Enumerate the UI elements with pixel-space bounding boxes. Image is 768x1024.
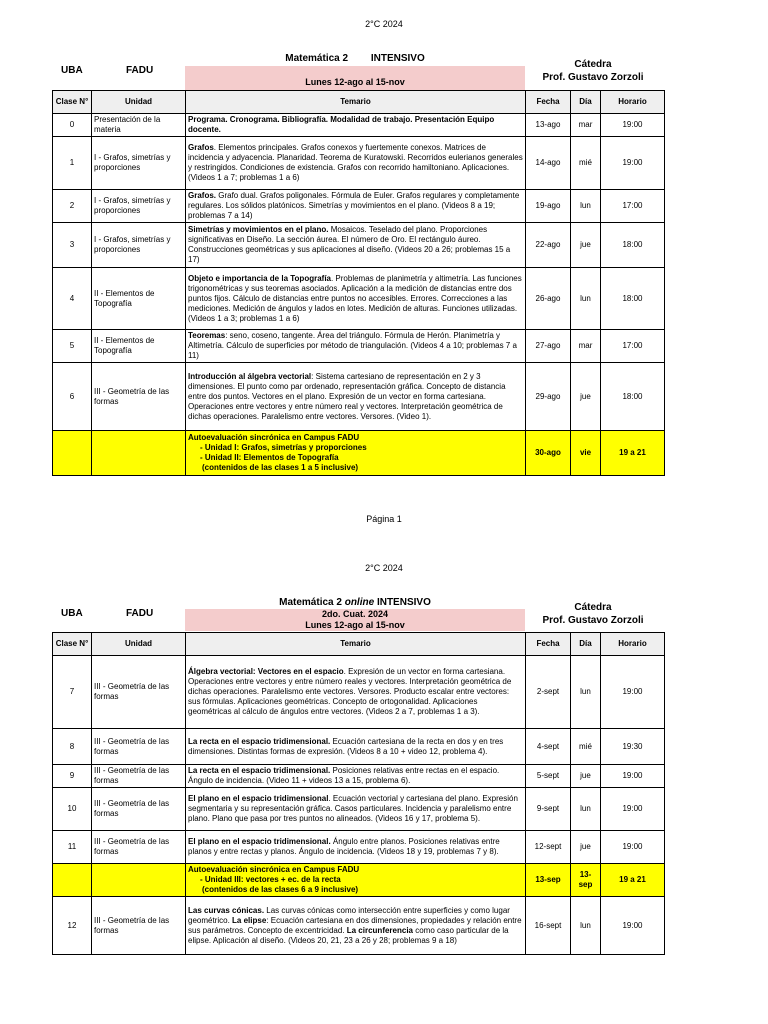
page-footer: Página 1 — [366, 514, 402, 524]
cell-dia: lun — [571, 788, 601, 831]
cell-clase: 0 — [53, 114, 92, 137]
table-row — [53, 114, 665, 137]
cell-fecha: 13-ago — [526, 114, 571, 137]
period-text: Lunes 12-ago al 15-nov — [305, 77, 405, 87]
cell-clase: 4 — [53, 268, 92, 330]
cell-unidad: III - Geometría de las formas — [92, 788, 186, 831]
period-bar-2 — [185, 609, 525, 631]
cell-unidad: II - Elementos de Topografía — [92, 330, 186, 363]
fadu-label-2: FADU — [126, 608, 154, 619]
cell-dia: mié — [571, 729, 601, 765]
cell-dia: lun — [571, 897, 601, 955]
cell-unidad: III - Geometría de las formas — [92, 831, 186, 864]
cell-unidad: I - Grafos, simetrías y proporciones — [92, 137, 186, 190]
cell-temario: Álgebra vectorial: Vectores en el espacio. Expresión de un vector en forma cartesiana. Operaciones entre vectores y entre número reales y vectores. Interpretación geométrica de dichas operaciones. Paralelismo ente vectores. Versores. Producto escalar entre vectores: sus fórmulas. Aplicaciones geométricas. Concepto de ortogonalidad. Aplicaciones geométricas al cálculo de ángulos entre vectores. (Videos 2 a 7, problemas 1 a 3). — [186, 656, 526, 729]
cell-temario: Programa. Cronograma. Bibliografía. Modalidad de trabajo. Presentación Equipo docente. — [186, 114, 526, 137]
course-title — [185, 53, 525, 64]
semester-text: 2do. Cuat. 2024 — [321, 609, 389, 619]
cell-clase: 1 — [53, 137, 92, 190]
page-header-2: 2°C 2024 — [365, 563, 403, 573]
cell-fecha: 13-sep — [526, 864, 571, 897]
col-horario: Horario — [601, 91, 665, 114]
table-row — [53, 190, 665, 223]
cell-horario: 19:00 — [601, 831, 665, 864]
cell-clase: 8 — [53, 729, 92, 765]
cell-dia: lun — [571, 190, 601, 223]
schedule-table-1 — [52, 90, 665, 476]
cell-fecha: 4-sept — [526, 729, 571, 765]
col-fecha: Fecha — [526, 91, 571, 114]
table-row — [53, 137, 665, 190]
cell-horario: 19:00 — [601, 897, 665, 955]
cell-temario: Objeto e importancia de la Topografía. Problemas de planimetría y altimetría. Las funciones trigonométricas y sus teoremas asociados. Aplicación a la medición de distancias entre dos puntos fijos. Cálculo de distancias entre puntos no accesibles. Errores. Correcciones a las mediciones. Medición de ángulos y lados en lotes. Medición de alturas. Funciones utilizadas. (Videos 1 a 3; problemas 1 a 6) — [186, 268, 526, 330]
cell-dia: mié — [571, 137, 601, 190]
table-row — [53, 223, 665, 268]
fadu-label: FADU — [126, 65, 154, 76]
cell-temario: Introducción al álgebra vectorial: Sistema cartesiano de representación en 2 y 3 dimensiones. El punto como par ordenado, representación gráfica. Concepto de distancia entre dos puntos. Vectores en el plano. Expresión de un vector en forma cartesiana. Operaciones entre vectores y entre número real y vectores. Interpretación geométrica de dichas operaciones. Paralelismo entre vectores. Versores. (Video 1). — [186, 363, 526, 431]
col-unidad: Unidad — [92, 91, 186, 114]
cell-fecha: 14-ago — [526, 137, 571, 190]
cell-fecha: 9-sept — [526, 788, 571, 831]
table-header-row — [53, 633, 665, 656]
cell-fecha: 12-sept — [526, 831, 571, 864]
cell-horario: 18:00 — [601, 268, 665, 330]
cell-clase: 10 — [53, 788, 92, 831]
cell-clase: 12 — [53, 897, 92, 955]
cell-dia: jue — [571, 363, 601, 431]
table-row — [53, 788, 665, 831]
table-row — [53, 330, 665, 363]
cell-clase: 5 — [53, 330, 92, 363]
cell-dia: lun — [571, 656, 601, 729]
autoevaluacion-text-2: Autoevaluación sincrónica en Campus FADU - Unidad III: vectores + ec. de la recta (contenidos de las clases 6 a 9 inclusive) — [186, 864, 526, 897]
table-row-12 — [53, 897, 665, 955]
col-dia: Día — [571, 633, 601, 656]
cell-clase: 9 — [53, 765, 92, 788]
cell-temario: El plano en el espacio tridimensional. Ángulo entre planos. Posiciones relativas entre planos y entre rectas y planos. Ángulo de incidencia. (Videos 18 y 19, problemas 7 y 8). — [186, 831, 526, 864]
cell-temario: Grafos. Elementos principales. Grafos conexos y fuertemente conexos. Matrices de incidencia y adyacencia. Planaridad. Teorema de Kuratowski. Recorridos eulerianos generales y restringidos. Condiciones de existencia. Grafos con recorrido hamiltoniano. Aplicaciones. (Videos 1 a 7; problemas 1 a 6) — [186, 137, 526, 190]
col-dia: Día — [571, 91, 601, 114]
cell-clase: 7 — [53, 656, 92, 729]
autoevaluacion-text: Autoevaluación sincrónica en Campus FADU - Unidad I: Grafos, simetrías y proporciones - Unidad II: Elementos de Topografía (contenidos de las clases 1 a 5 inclusive) — [186, 431, 526, 476]
cell-unidad: III - Geometría de las formas — [92, 765, 186, 788]
cell-horario: 19 a 21 — [601, 431, 665, 476]
cell-dia: jue — [571, 765, 601, 788]
catedra-label: Cátedra — [574, 59, 612, 70]
cell-fecha: 22-ago — [526, 223, 571, 268]
course-title-2: Matemática 2 online INTENSIVO — [279, 597, 431, 608]
table-header-row — [53, 91, 665, 114]
cell-temario: Grafos. Grafo dual. Grafos poligonales. Fórmula de Euler. Grafos regulares y completamente regulares. Los sólidos platónicos. Simetrías y movimientos en el plano. (Videos 8 a 19; problemas 7 a 14) — [186, 190, 526, 223]
uba-label-2: UBA — [61, 608, 83, 619]
catedra-label-2: Cátedra — [574, 602, 612, 613]
cell-horario: 19:00 — [601, 656, 665, 729]
cell-horario: 19 a 21 — [601, 864, 665, 897]
cell-temario: Simetrías y movimientos en el plano. Mosaicos. Teselado del plano. Proporciones significativas en Diseño. La sección áurea. El número de Oro. El rectángulo áureo. Construcciones geométricas y sus aplicaciones al diseño. (Videos 20 a 26; problemas 15 a 17) — [186, 223, 526, 268]
cell-unidad: Presentación de la materia — [92, 114, 186, 137]
col-fecha: Fecha — [526, 633, 571, 656]
cell-fecha: 19-ago — [526, 190, 571, 223]
cell-dia: mar — [571, 330, 601, 363]
cell-horario: 18:00 — [601, 223, 665, 268]
cell-temario: La recta en el espacio tridimensional. Ecuación cartesiana de la recta en dos y en tres dimensiones. Distintas formas de expresión. (Videos 8 a 10 + video 12, problema 4). — [186, 729, 526, 765]
cell-fecha: 5-sept — [526, 765, 571, 788]
course-mode: INTENSIVO — [370, 53, 425, 64]
cell-dia: mar — [571, 114, 601, 137]
cell-unidad: I - Grafos, simetrías y proporciones — [92, 190, 186, 223]
period-bar — [185, 66, 525, 90]
col-clase: Clase N° — [53, 633, 92, 656]
cell-unidad: III - Geometría de las formas — [92, 363, 186, 431]
cell-horario: 19:00 — [601, 137, 665, 190]
cell-horario: 19:30 — [601, 729, 665, 765]
cell-clase: 3 — [53, 223, 92, 268]
table-row — [53, 831, 665, 864]
autoevaluacion-row-2 — [53, 864, 665, 897]
cell-temario: La recta en el espacio tridimensional. Posiciones relativas entre rectas en el espacio. Ángulo de incidencia. (Video 11 + videos 13 a 15, problema 6). — [186, 765, 526, 788]
cell-clase: 11 — [53, 831, 92, 864]
page-header: 2°C 2024 — [365, 19, 403, 29]
cell-horario: 19:00 — [601, 765, 665, 788]
cell-horario: 19:00 — [601, 788, 665, 831]
course-name: Matemática 2 — [285, 53, 349, 64]
cell-clase: 2 — [53, 190, 92, 223]
schedule-table-2 — [52, 632, 665, 955]
cell-fecha: 30-ago — [526, 431, 571, 476]
col-temario: Temario — [186, 633, 526, 656]
cell-temario: El plano en el espacio tridimensional. Ecuación vectorial y cartesiana del plano. Expresión segmentaria y su representación gráfica. Casos particulares. Incidencia y paralelismo entre plano. Plano que pasa por tres puntos no alineados. (Videos 16 y 17, problema 5). — [186, 788, 526, 831]
cell-fecha: 29-ago — [526, 363, 571, 431]
period-text-2: Lunes 12-ago al 15-nov — [305, 620, 405, 630]
cell-horario: 19:00 — [601, 114, 665, 137]
catedra-block — [528, 58, 658, 84]
cell-horario: 17:00 — [601, 330, 665, 363]
cell-temario: Teoremas: seno, coseno, tangente. Área del triángulo. Fórmula de Herón. Planimetría y Altimetría. Cálculo de superficies por método de triangulación. (Videos 4 a 10; problemas 7 a 11) — [186, 330, 526, 363]
cell-unidad: III - Geometría de las formas — [92, 729, 186, 765]
cell-fecha: 2-sept — [526, 656, 571, 729]
professor-name-2: Prof. Gustavo Zorzoli — [542, 615, 644, 626]
cell-fecha: 27-ago — [526, 330, 571, 363]
cell-fecha: 16-sept — [526, 897, 571, 955]
uba-label: UBA — [61, 65, 83, 76]
col-unidad: Unidad — [92, 633, 186, 656]
col-horario: Horario — [601, 633, 665, 656]
professor-name: Prof. Gustavo Zorzoli — [542, 72, 644, 83]
cell-unidad: II - Elementos de Topografía — [92, 268, 186, 330]
cell-dia: 13-sep — [571, 864, 601, 897]
cell-dia: lun — [571, 268, 601, 330]
col-clase: Clase N° — [53, 91, 92, 114]
cell-fecha: 26-ago — [526, 268, 571, 330]
cell-horario: 18:00 — [601, 363, 665, 431]
table-row — [53, 363, 665, 431]
cell-unidad: III - Geometría de las formas — [92, 897, 186, 955]
cell-horario: 17:00 — [601, 190, 665, 223]
cell-unidad: III - Geometría de las formas — [92, 656, 186, 729]
cell-dia: jue — [571, 223, 601, 268]
catedra-block-2 — [528, 601, 658, 627]
cell-clase: 6 — [53, 363, 92, 431]
table-row — [53, 656, 665, 729]
autoevaluacion-row — [53, 431, 665, 476]
table-row — [53, 729, 665, 765]
table-row — [53, 765, 665, 788]
table-row — [53, 268, 665, 330]
cell-dia: vie — [571, 431, 601, 476]
cell-unidad: I - Grafos, simetrías y proporciones — [92, 223, 186, 268]
cell-dia: jue — [571, 831, 601, 864]
cell-temario: Las curvas cónicas. Las curvas cónicas como intersección entre superficies y como lugar geométrico. La elipse: Ecuación cartesiana en dos dimensiones, propiedades y relación entre sus parámetros. Concepto de excentricidad. La circunferencia como caso particular de la elipse. Aplicación al diseño. (Videos 20, 21, 23 a 26 y 28; problemas 9 a 18) — [186, 897, 526, 955]
col-temario: Temario — [186, 91, 526, 114]
